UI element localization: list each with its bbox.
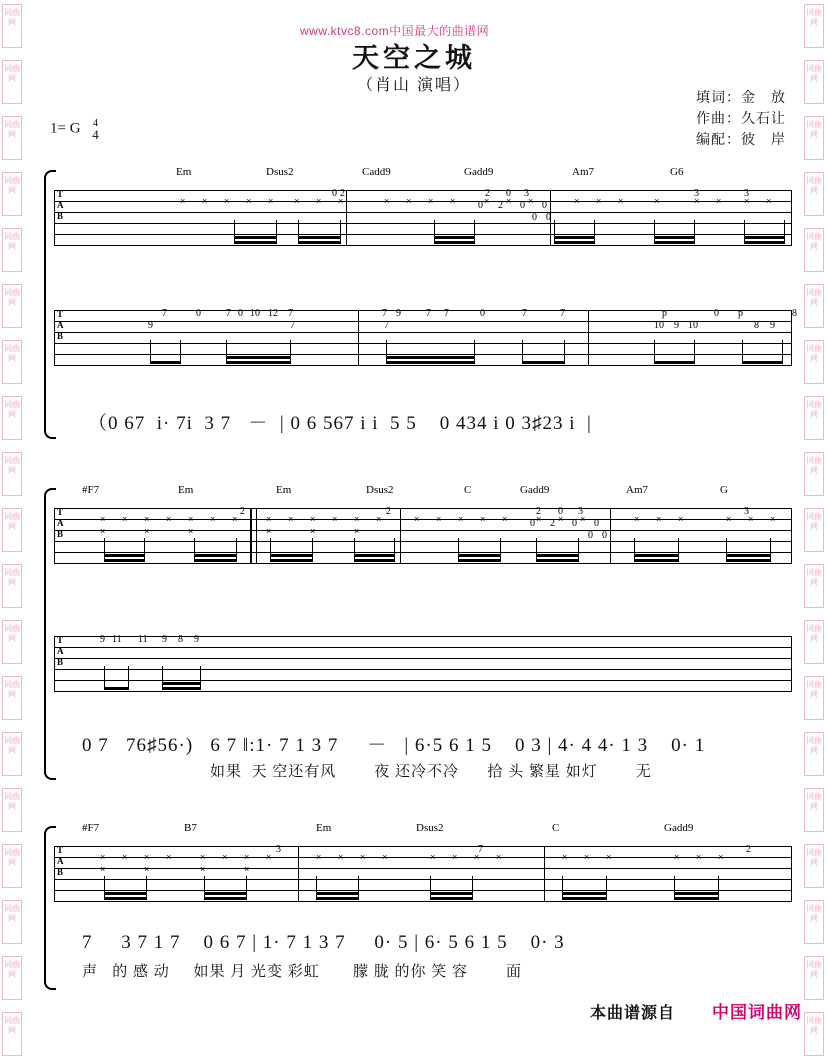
time-signature (92, 118, 99, 140)
chord-label: Em (176, 166, 192, 178)
tab-staff: T A B × × × × × × × × × × × × × × × × × × × × × × × × × × 3 7 2 (54, 846, 792, 902)
watermark-badge: 词曲网 (2, 340, 22, 384)
chord-label: G6 (670, 166, 684, 178)
watermark-badge: 词曲网 (804, 732, 824, 776)
tab-clef-letters: T A B (57, 507, 64, 539)
chord-label: Em (316, 822, 332, 834)
chord-label: C (464, 484, 472, 496)
credit-arranger: 编配：彼 岸 (696, 133, 786, 148)
chord-label: Am7 (626, 484, 648, 496)
chord-label: Gadd9 (664, 822, 694, 834)
watermark-badge: 词曲网 (804, 620, 824, 664)
jianpu-line: 7 3 7 1 7 0 6 7 | 1· 7 1 3 7 0· 5 | 6· 5 6 1 5 0· 3 (82, 932, 565, 953)
tab-staff: T A B 7 0 7 0 10 12 7 9 7 7 9 7 7 0 7 7 7 p 0 p 8 10 9 10 8 9 (54, 310, 792, 366)
tab-staff: T A B × × × × × × × × × × × × × × × × × × × × × × × × × × × × × × × × × 2 2 2 0 3 0 2 0 0 0 0 3 (54, 508, 792, 564)
chord-label: #F7 (82, 484, 100, 496)
credit-composer: 作曲：久石让 (696, 112, 786, 127)
page-title: 天空之城 (352, 43, 476, 73)
watermark-badge: 词曲网 (804, 956, 824, 1000)
site-url: www.ktvc8.com中国最大的曲谱网 (300, 24, 490, 38)
watermark-badge: 词曲网 (2, 676, 22, 720)
watermark-badge: 词曲网 (2, 956, 22, 1000)
watermark-badge: 词曲网 (2, 172, 22, 216)
watermark-badge: 词曲网 (804, 1012, 824, 1056)
chord-label: Cadd9 (362, 166, 391, 178)
time-signature-denominator: 4 (92, 127, 99, 142)
chord-label: Am7 (572, 166, 594, 178)
chord-label: Dsus2 (366, 484, 394, 496)
watermark-badge: 词曲网 (2, 452, 22, 496)
lyrics-line: 声 的 感 动 如果 月 光变 彩虹 朦 胧 的你 笑 容 面 (82, 964, 523, 980)
watermark-badge: 词曲网 (804, 508, 824, 552)
watermark-badge: 词曲网 (2, 564, 22, 608)
watermark-badge: 词曲网 (804, 340, 824, 384)
key-signature-text: 1= G (50, 120, 81, 137)
tab-staff: T A B 9 11 11 9 8 9 (54, 636, 792, 692)
chord-label: Gadd9 (464, 166, 494, 178)
time-signature-numerator: 4 (93, 118, 99, 129)
watermark-badge: 词曲网 (804, 788, 824, 832)
watermark-column-left (2, 0, 24, 1045)
page-subtitle: （肖山 演唱） (356, 77, 471, 94)
chord-label: Em (276, 484, 292, 496)
watermark-badge: 词曲网 (804, 116, 824, 160)
watermark-badge: 词曲网 (804, 900, 824, 944)
credits (696, 88, 786, 151)
tab-clef-letters: T A B (57, 189, 64, 221)
chord-label: Dsus2 (416, 822, 444, 834)
jianpu-line: （0 67 i· 7i 3 7 － | 0 6 567 i i 5 5 0 434 i 0 3♯23 i | (88, 413, 592, 434)
chord-label: G (720, 484, 728, 496)
chord-label: C (552, 822, 560, 834)
watermark-column-right (804, 0, 826, 1045)
watermark-badge: 词曲网 (2, 508, 22, 552)
key-signature (50, 118, 99, 140)
tab-clef-letters: T A B (57, 845, 64, 877)
chord-label: Dsus2 (266, 166, 294, 178)
watermark-badge: 词曲网 (2, 844, 22, 888)
watermark-badge: 词曲网 (804, 4, 824, 48)
watermark-badge: 词曲网 (2, 900, 22, 944)
watermark-badge: 词曲网 (2, 284, 22, 328)
watermark-badge: 词曲网 (2, 60, 22, 104)
watermark-badge: 词曲网 (804, 844, 824, 888)
watermark-badge: 词曲网 (2, 732, 22, 776)
watermark-badge: 词曲网 (804, 284, 824, 328)
watermark-badge: 词曲网 (2, 788, 22, 832)
watermark-badge: 词曲网 (2, 228, 22, 272)
footer-site-name: 中国词曲网 (712, 1003, 802, 1022)
watermark-badge: 词曲网 (804, 172, 824, 216)
watermark-badge: 词曲网 (804, 452, 824, 496)
chord-label: B7 (184, 822, 197, 834)
watermark-badge: 词曲网 (804, 564, 824, 608)
watermark-badge: 词曲网 (804, 676, 824, 720)
chord-label: Em (178, 484, 194, 496)
tab-clef-letters: T A B (57, 309, 64, 341)
watermark-badge: 词曲网 (2, 396, 22, 440)
tab-clef-letters: T A B (57, 635, 64, 667)
watermark-badge: 词曲网 (2, 620, 22, 664)
footer-source-text: 本曲谱源自 (590, 1005, 676, 1022)
jianpu-line: 0 7 76♯56·) 6 7 ‖:1· 7 1 3 7 － | 6·5 6 1 5 0 3 | 4· 4 4· 1 3 0· 1 (82, 735, 706, 756)
chord-label: Gadd9 (520, 484, 550, 496)
credit-lyricist: 填词：金 放 (696, 91, 786, 106)
chord-label: #F7 (82, 822, 100, 834)
watermark-badge: 词曲网 (2, 116, 22, 160)
watermark-badge: 词曲网 (2, 1012, 22, 1056)
tab-staff: T A B × × × × × × × × × × × × × × × × × × × × × × × 0 2 2 0 3 0 2 0 0 0 0 3 3 (54, 190, 792, 246)
watermark-badge: 词曲网 (804, 60, 824, 104)
watermark-badge: 词曲网 (2, 4, 22, 48)
watermark-badge: 词曲网 (804, 228, 824, 272)
watermark-badge: 词曲网 (804, 396, 824, 440)
lyrics-line: 如果 天 空还有风 夜 还冷不冷 拾 头 繁星 如灯 无 (210, 764, 652, 780)
